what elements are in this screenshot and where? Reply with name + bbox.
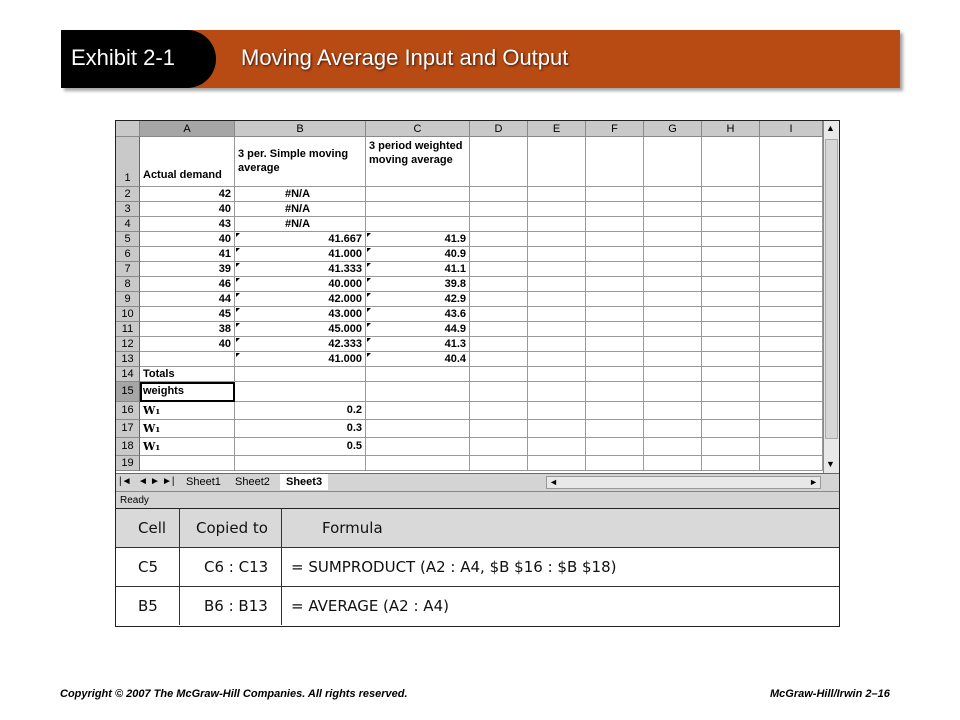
spreadsheet-cell[interactable] bbox=[470, 456, 528, 471]
column-header-g[interactable]: G bbox=[644, 121, 702, 137]
simple-average-cell[interactable]: 45.000 bbox=[235, 322, 366, 337]
spreadsheet-cell[interactable] bbox=[702, 402, 760, 420]
spreadsheet-cell[interactable] bbox=[644, 277, 702, 292]
formula-indicator-icon bbox=[236, 263, 240, 267]
spreadsheet-cell[interactable] bbox=[528, 307, 586, 322]
last-sheet-icon[interactable]: ►| bbox=[162, 476, 175, 487]
column-header-e[interactable]: E bbox=[528, 121, 586, 137]
exhibit-label-box bbox=[61, 30, 216, 88]
spreadsheet-cell[interactable] bbox=[528, 352, 586, 367]
simple-average-cell[interactable]: #N/A bbox=[235, 217, 366, 232]
spreadsheet-cell[interactable] bbox=[644, 307, 702, 322]
spreadsheet-cell[interactable] bbox=[702, 292, 760, 307]
spreadsheet-cell[interactable] bbox=[528, 262, 586, 277]
spreadsheet-cell[interactable] bbox=[586, 232, 644, 247]
column-header-i[interactable]: I bbox=[760, 121, 823, 137]
simple-average-cell[interactable]: #N/A bbox=[235, 187, 366, 202]
simple-average-cell[interactable]: 42.333 bbox=[235, 337, 366, 352]
row-header-12[interactable]: 12 bbox=[116, 337, 140, 352]
spreadsheet-cell[interactable] bbox=[586, 262, 644, 277]
spreadsheet-cell[interactable] bbox=[586, 292, 644, 307]
spreadsheet-cell[interactable] bbox=[702, 420, 760, 438]
weighted-average-cell[interactable]: 43.6 bbox=[366, 307, 470, 322]
spreadsheet-cell[interactable] bbox=[760, 247, 823, 262]
spreadsheet-cell[interactable] bbox=[760, 420, 823, 438]
weighted-average-cell[interactable]: 40.9 bbox=[366, 247, 470, 262]
spreadsheet-cell[interactable] bbox=[702, 202, 760, 217]
copyright-text: Copyright © 2007 The McGraw-Hill Companies. All rights reserved. bbox=[60, 688, 408, 700]
spreadsheet-cell[interactable] bbox=[644, 367, 702, 382]
formula-indicator-icon bbox=[367, 308, 371, 312]
spreadsheet-cell[interactable] bbox=[702, 277, 760, 292]
tab-sheet1[interactable]: Sheet1 bbox=[186, 476, 221, 488]
spreadsheet-cell[interactable] bbox=[760, 322, 823, 337]
header-simple-moving-average[interactable]: 3 per. Simple moving average bbox=[235, 137, 366, 187]
spreadsheet-cell[interactable] bbox=[644, 322, 702, 337]
spreadsheet-cell[interactable] bbox=[702, 456, 760, 471]
spreadsheet-cell[interactable] bbox=[644, 420, 702, 438]
formula-indicator-icon bbox=[367, 248, 371, 252]
spreadsheet-cell[interactable] bbox=[470, 277, 528, 292]
spreadsheet-cell[interactable] bbox=[760, 352, 823, 367]
spreadsheet-cell[interactable] bbox=[470, 247, 528, 262]
row-header-3[interactable]: 3 bbox=[116, 202, 140, 217]
tab-sheet2[interactable]: Sheet2 bbox=[235, 476, 270, 488]
simple-average-cell[interactable]: 41.000 bbox=[235, 352, 366, 367]
spreadsheet-cell[interactable] bbox=[702, 217, 760, 232]
column-header-f[interactable]: F bbox=[586, 121, 644, 137]
sheet-tab-bar bbox=[116, 473, 839, 491]
formula-indicator-icon bbox=[367, 338, 371, 342]
row-header-17[interactable]: 17 bbox=[116, 420, 140, 438]
spreadsheet-cell[interactable] bbox=[235, 456, 366, 471]
spreadsheet-cell[interactable] bbox=[528, 420, 586, 438]
spreadsheet-cell[interactable] bbox=[760, 307, 823, 322]
spreadsheet-cell[interactable] bbox=[644, 262, 702, 277]
row-header-18[interactable]: 18 bbox=[116, 438, 140, 456]
page-number: McGraw-Hill/Irwin 2–16 bbox=[770, 688, 890, 700]
spreadsheet-cell[interactable] bbox=[760, 137, 823, 187]
row-header-11[interactable]: 11 bbox=[116, 322, 140, 337]
spreadsheet-cell[interactable] bbox=[366, 382, 470, 402]
formula-indicator-icon bbox=[367, 263, 371, 267]
header-copied-to: Copied to bbox=[180, 509, 282, 547]
spreadsheet-cell[interactable] bbox=[586, 402, 644, 420]
spreadsheet-cell[interactable] bbox=[586, 352, 644, 367]
spreadsheet-cell[interactable] bbox=[528, 232, 586, 247]
spreadsheet-cell[interactable] bbox=[760, 337, 823, 352]
header-formula: Formula bbox=[322, 519, 383, 537]
formula-indicator-icon bbox=[236, 323, 240, 327]
spreadsheet-cell[interactable] bbox=[586, 337, 644, 352]
spreadsheet-cell[interactable] bbox=[702, 352, 760, 367]
spreadsheet-cell[interactable] bbox=[470, 382, 528, 402]
simple-average-cell[interactable]: #N/A bbox=[235, 202, 366, 217]
spreadsheet-cell[interactable] bbox=[644, 382, 702, 402]
row-header-15[interactable]: 15 bbox=[116, 382, 140, 402]
spreadsheet-cell[interactable] bbox=[470, 292, 528, 307]
spreadsheet-cell[interactable] bbox=[702, 137, 760, 187]
spreadsheet-cell[interactable] bbox=[586, 187, 644, 202]
spreadsheet-cell[interactable] bbox=[528, 292, 586, 307]
weight-label-cell[interactable]: W₁ bbox=[140, 420, 235, 438]
spreadsheet-cell[interactable] bbox=[528, 322, 586, 337]
formula-indicator-icon bbox=[367, 323, 371, 327]
spreadsheet-cell[interactable] bbox=[140, 456, 235, 471]
row-header-19[interactable]: 19 bbox=[116, 456, 140, 471]
weights-label-cell[interactable]: weights bbox=[140, 382, 235, 402]
spreadsheet-cell[interactable] bbox=[702, 232, 760, 247]
formula-indicator-icon bbox=[367, 233, 371, 237]
weight-value-cell[interactable]: 0.2 bbox=[235, 402, 366, 420]
spreadsheet-cell[interactable] bbox=[470, 262, 528, 277]
actual-demand-cell[interactable]: 41 bbox=[140, 247, 235, 262]
row-header-7[interactable]: 7 bbox=[116, 262, 140, 277]
exhibit-label: Exhibit 2-1 bbox=[71, 45, 175, 70]
spreadsheet-cell[interactable] bbox=[586, 322, 644, 337]
spreadsheet-cell[interactable] bbox=[760, 187, 823, 202]
tab-sheet3[interactable]: Sheet3 bbox=[280, 474, 328, 490]
formula-indicator-icon bbox=[236, 233, 240, 237]
weight-value-cell[interactable]: 0.5 bbox=[235, 438, 366, 456]
actual-demand-cell[interactable] bbox=[140, 352, 235, 367]
spreadsheet-window bbox=[115, 120, 840, 510]
formula-indicator-icon bbox=[367, 278, 371, 282]
row-header-4[interactable]: 4 bbox=[116, 217, 140, 232]
spreadsheet-cell[interactable] bbox=[760, 402, 823, 420]
spreadsheet-cell[interactable] bbox=[760, 202, 823, 217]
spreadsheet-cell[interactable] bbox=[644, 292, 702, 307]
spreadsheet-cell[interactable] bbox=[644, 202, 702, 217]
spreadsheet-cell[interactable] bbox=[644, 247, 702, 262]
formula-indicator-icon bbox=[236, 248, 240, 252]
row-copied-to: B6 : B13 bbox=[180, 587, 282, 625]
column-header-a[interactable]: A bbox=[140, 121, 235, 137]
spreadsheet-cell[interactable] bbox=[586, 202, 644, 217]
scroll-right-icon[interactable]: ► bbox=[809, 477, 818, 487]
header-cell: Cell bbox=[116, 509, 180, 547]
spreadsheet-cell[interactable] bbox=[470, 232, 528, 247]
spreadsheet-cell[interactable] bbox=[644, 438, 702, 456]
spreadsheet-cell[interactable] bbox=[528, 367, 586, 382]
row-header-9[interactable]: 9 bbox=[116, 292, 140, 307]
spreadsheet-cell[interactable] bbox=[586, 307, 644, 322]
spreadsheet-cell[interactable] bbox=[702, 247, 760, 262]
actual-demand-cell[interactable]: 38 bbox=[140, 322, 235, 337]
row-header-10[interactable]: 10 bbox=[116, 307, 140, 322]
column-header-d[interactable]: D bbox=[470, 121, 528, 137]
spreadsheet-cell[interactable] bbox=[702, 438, 760, 456]
weighted-average-cell[interactable]: 42.9 bbox=[366, 292, 470, 307]
simple-average-cell[interactable]: 43.000 bbox=[235, 307, 366, 322]
totals-label-cell[interactable]: Totals bbox=[140, 367, 235, 382]
spreadsheet-cell[interactable] bbox=[760, 232, 823, 247]
spreadsheet-cell[interactable] bbox=[366, 456, 470, 471]
spreadsheet-cell[interactable] bbox=[366, 420, 470, 438]
spreadsheet-cell[interactable] bbox=[528, 456, 586, 471]
spreadsheet-cell[interactable] bbox=[235, 367, 366, 382]
row-header-2[interactable]: 2 bbox=[116, 187, 140, 202]
spreadsheet-cell[interactable] bbox=[702, 262, 760, 277]
spreadsheet-cell[interactable] bbox=[528, 247, 586, 262]
spreadsheet-cell[interactable] bbox=[760, 382, 823, 402]
weighted-average-cell[interactable]: 40.4 bbox=[366, 352, 470, 367]
spreadsheet-cell[interactable] bbox=[528, 137, 586, 187]
spreadsheet-cell[interactable] bbox=[528, 277, 586, 292]
row-header-8[interactable]: 8 bbox=[116, 277, 140, 292]
spreadsheet-cell[interactable] bbox=[760, 438, 823, 456]
row-cell: C5 bbox=[116, 548, 180, 586]
weighted-average-cell[interactable]: 39.8 bbox=[366, 277, 470, 292]
weight-label-cell[interactable]: W₁ bbox=[140, 402, 235, 420]
spreadsheet-cell[interactable] bbox=[470, 337, 528, 352]
spreadsheet-cell[interactable] bbox=[528, 217, 586, 232]
horizontal-scrollbar[interactable] bbox=[546, 476, 821, 489]
spreadsheet-cell[interactable] bbox=[702, 322, 760, 337]
spreadsheet-cell[interactable] bbox=[470, 217, 528, 232]
vertical-scrollbar[interactable] bbox=[823, 121, 840, 473]
spreadsheet-cell[interactable] bbox=[470, 367, 528, 382]
vertical-scroll-thumb[interactable] bbox=[825, 139, 838, 439]
spreadsheet-cell[interactable] bbox=[586, 382, 644, 402]
actual-demand-cell[interactable]: 40 bbox=[140, 202, 235, 217]
spreadsheet-cell[interactable] bbox=[528, 382, 586, 402]
actual-demand-cell[interactable]: 45 bbox=[140, 307, 235, 322]
spreadsheet-cell[interactable] bbox=[644, 337, 702, 352]
spreadsheet-cell[interactable] bbox=[586, 367, 644, 382]
weighted-average-cell[interactable]: 41.9 bbox=[366, 232, 470, 247]
formula-indicator-icon bbox=[236, 353, 240, 357]
spreadsheet-cell[interactable] bbox=[528, 202, 586, 217]
spreadsheet-cell[interactable] bbox=[528, 337, 586, 352]
row-header-6[interactable]: 6 bbox=[116, 247, 140, 262]
table-row bbox=[116, 587, 839, 626]
weight-value-cell[interactable]: 0.3 bbox=[235, 420, 366, 438]
spreadsheet-cell[interactable] bbox=[586, 137, 644, 187]
row-header-16[interactable]: 16 bbox=[116, 402, 140, 420]
weighted-average-cell[interactable]: 44.9 bbox=[366, 322, 470, 337]
select-all-corner[interactable] bbox=[116, 121, 140, 137]
spreadsheet-cell[interactable] bbox=[528, 438, 586, 456]
formula-indicator-icon bbox=[236, 308, 240, 312]
row-header-5[interactable]: 5 bbox=[116, 232, 140, 247]
first-sheet-icon[interactable]: |◄ bbox=[119, 476, 132, 487]
simple-average-cell[interactable]: 40.000 bbox=[235, 277, 366, 292]
row-header-1[interactable]: 1 bbox=[116, 137, 140, 187]
spreadsheet-cell[interactable] bbox=[702, 307, 760, 322]
spreadsheet-cell[interactable] bbox=[235, 382, 366, 402]
actual-demand-cell[interactable]: 46 bbox=[140, 277, 235, 292]
spreadsheet-cell[interactable] bbox=[702, 367, 760, 382]
spreadsheet-cell[interactable] bbox=[470, 420, 528, 438]
title-banner bbox=[61, 30, 900, 88]
spreadsheet-cell[interactable] bbox=[366, 438, 470, 456]
spreadsheet-cell[interactable] bbox=[528, 187, 586, 202]
scroll-left-icon[interactable]: ◄ bbox=[549, 477, 558, 487]
row-cell: B5 bbox=[116, 587, 180, 625]
next-sheet-icon[interactable]: ► bbox=[150, 476, 160, 487]
formula-table bbox=[115, 508, 840, 627]
spreadsheet-cell[interactable] bbox=[586, 247, 644, 262]
weighted-average-cell[interactable]: 41.1 bbox=[366, 262, 470, 277]
spreadsheet-cell[interactable] bbox=[470, 137, 528, 187]
spreadsheet-cell[interactable] bbox=[644, 402, 702, 420]
spreadsheet-cell[interactable] bbox=[470, 352, 528, 367]
scroll-down-icon[interactable]: ▼ bbox=[826, 459, 835, 469]
spreadsheet-cell[interactable] bbox=[586, 420, 644, 438]
spreadsheet-cell[interactable] bbox=[760, 456, 823, 471]
row-header-13[interactable]: 13 bbox=[116, 352, 140, 367]
spreadsheet-cell[interactable] bbox=[760, 292, 823, 307]
formula-indicator-icon bbox=[236, 293, 240, 297]
formula-indicator-icon bbox=[236, 338, 240, 342]
spreadsheet-cell[interactable] bbox=[366, 402, 470, 420]
spreadsheet-cell[interactable] bbox=[644, 232, 702, 247]
weighted-average-cell[interactable] bbox=[366, 187, 470, 202]
prev-sheet-icon[interactable]: ◄ bbox=[138, 476, 148, 487]
row-formula: = SUMPRODUCT (A2 : A4, $B $16 : $B $18) bbox=[291, 558, 617, 576]
spreadsheet-cell[interactable] bbox=[760, 217, 823, 232]
spreadsheet-cell[interactable] bbox=[470, 187, 528, 202]
formula-indicator-icon bbox=[236, 278, 240, 282]
slide-title: Moving Average Input and Output bbox=[241, 45, 569, 70]
spreadsheet-cell[interactable] bbox=[586, 456, 644, 471]
simple-average-cell[interactable]: 41.667 bbox=[235, 232, 366, 247]
actual-demand-cell[interactable]: 40 bbox=[140, 337, 235, 352]
spreadsheet-cell[interactable] bbox=[586, 438, 644, 456]
scroll-up-icon[interactable]: ▲ bbox=[826, 123, 835, 133]
spreadsheet-cell[interactable] bbox=[366, 367, 470, 382]
spreadsheet-cell[interactable] bbox=[644, 187, 702, 202]
simple-average-cell[interactable]: 42.000 bbox=[235, 292, 366, 307]
spreadsheet-cell[interactable] bbox=[470, 202, 528, 217]
weighted-average-cell[interactable] bbox=[366, 217, 470, 232]
spreadsheet-cell[interactable] bbox=[702, 187, 760, 202]
weight-label-cell[interactable]: W₁ bbox=[140, 438, 235, 456]
header-actual-demand[interactable]: Actual demand bbox=[140, 137, 235, 187]
weighted-average-cell[interactable]: 41.3 bbox=[366, 337, 470, 352]
spreadsheet-cell[interactable] bbox=[760, 367, 823, 382]
spreadsheet-cell[interactable] bbox=[470, 322, 528, 337]
spreadsheet-cell[interactable] bbox=[644, 352, 702, 367]
spreadsheet-cell[interactable] bbox=[702, 337, 760, 352]
simple-average-cell[interactable]: 41.000 bbox=[235, 247, 366, 262]
spreadsheet-cell[interactable] bbox=[586, 277, 644, 292]
actual-demand-cell[interactable]: 44 bbox=[140, 292, 235, 307]
spreadsheet-cell[interactable] bbox=[760, 277, 823, 292]
table-row bbox=[116, 548, 839, 587]
actual-demand-cell[interactable]: 42 bbox=[140, 187, 235, 202]
column-header-b[interactable]: B bbox=[235, 121, 366, 137]
column-header-h[interactable]: H bbox=[702, 121, 760, 137]
header-weighted-moving-average[interactable]: 3 period weighted moving average bbox=[366, 137, 470, 187]
actual-demand-cell[interactable]: 39 bbox=[140, 262, 235, 277]
row-formula: = AVERAGE (A2 : A4) bbox=[291, 597, 449, 615]
formula-table-header bbox=[116, 509, 839, 548]
simple-average-cell[interactable]: 41.333 bbox=[235, 262, 366, 277]
column-header-c[interactable]: C bbox=[366, 121, 470, 137]
row-copied-to: C6 : C13 bbox=[180, 548, 282, 586]
spreadsheet-cell[interactable] bbox=[644, 217, 702, 232]
actual-demand-cell[interactable]: 43 bbox=[140, 217, 235, 232]
spreadsheet-cell[interactable] bbox=[644, 137, 702, 187]
spreadsheet-cell[interactable] bbox=[470, 307, 528, 322]
weighted-average-cell[interactable] bbox=[366, 202, 470, 217]
row-header-14[interactable]: 14 bbox=[116, 367, 140, 382]
spreadsheet-cell[interactable] bbox=[644, 456, 702, 471]
formula-indicator-icon bbox=[367, 293, 371, 297]
spreadsheet-cell[interactable] bbox=[702, 382, 760, 402]
spreadsheet-cell[interactable] bbox=[470, 438, 528, 456]
spreadsheet-cell[interactable] bbox=[528, 402, 586, 420]
spreadsheet-cell[interactable] bbox=[760, 262, 823, 277]
status-bar: Ready bbox=[116, 491, 839, 509]
formula-indicator-icon bbox=[367, 353, 371, 357]
spreadsheet-cell[interactable] bbox=[470, 402, 528, 420]
actual-demand-cell[interactable]: 40 bbox=[140, 232, 235, 247]
spreadsheet-cell[interactable] bbox=[586, 217, 644, 232]
